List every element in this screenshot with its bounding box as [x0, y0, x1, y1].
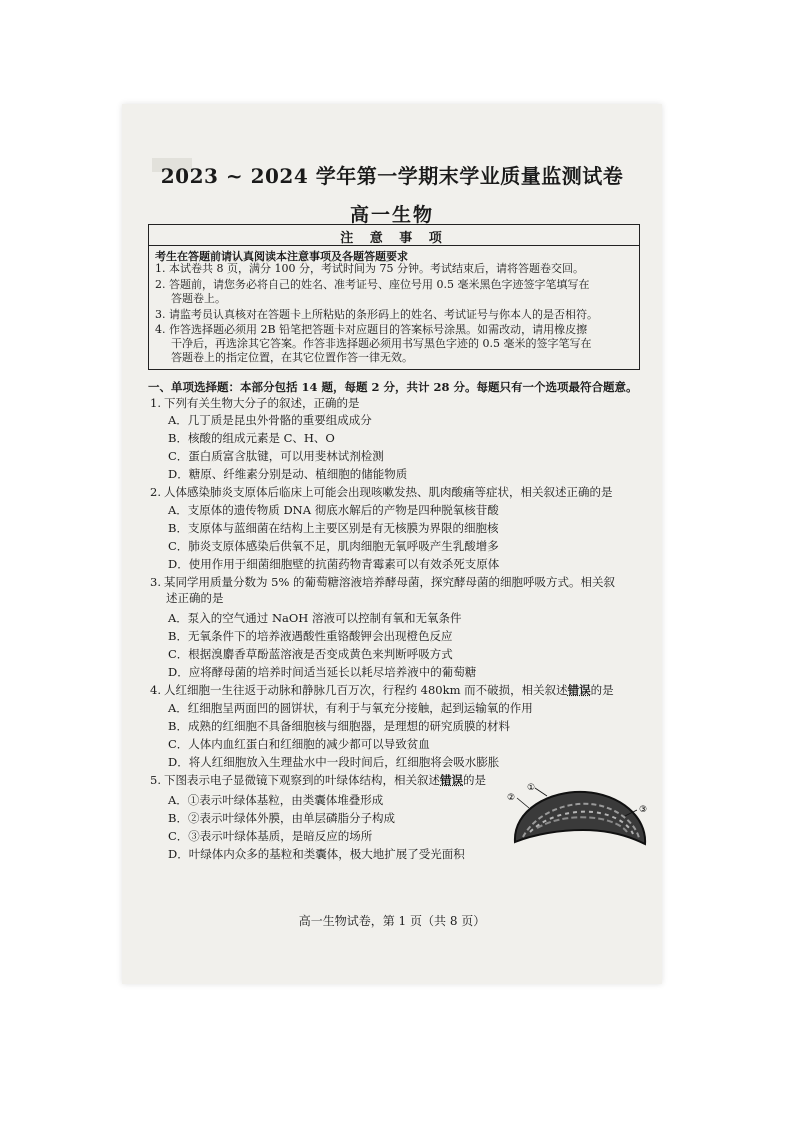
q3-option-b: B．无氧条件下的培养液遇酸性重铬酸钾会出现橙色反应 [168, 629, 453, 643]
question-stem: 下图表示电子显微镜下观察到的叶绿体结构，相关叙述 [164, 773, 440, 787]
q2-option-d: D．使用作用于细菌细胞壁的抗菌药物青霉素可以有效杀死支原体 [168, 557, 500, 571]
q2-option-c: C．肺炎支原体感染后供氧不足，肌肉细胞无氧呼吸产生乳酸增多 [168, 539, 499, 553]
notice-item-text: 答题前，请您务必将自己的姓名、准考证号、座位号用 0.5 毫米黑色字迹签字笔填写在 [169, 278, 590, 291]
q4-option-d: D．将人红细胞放入生理盐水中一段时间后，红细胞将会吸水膨胀 [168, 755, 500, 769]
question-stem-end: 的是 [590, 683, 614, 697]
label-1-leader [535, 788, 547, 796]
question-stem-continuation: 述正确的是 [166, 591, 224, 605]
q5-option-c: C．③表示叶绿体基质，是暗反应的场所 [168, 829, 373, 843]
figure-label-1: ① [527, 783, 536, 793]
notice-item-number: 3. [155, 308, 166, 321]
q2-option-a: A．支原体的遗传物质 DNA 彻底水解后的产物是四种脱氧核苷酸 [168, 503, 499, 517]
notice-item-continuation: 干净后，再选涂其它答案。作答非选择题必须用书写黑色字迹的 0.5 毫米的签字笔写在 [171, 337, 592, 350]
notice-item [155, 262, 633, 276]
question-stem-emphasis: 错误 [440, 773, 463, 787]
notice-item [155, 308, 633, 322]
notice-item-number: 1. [155, 262, 166, 275]
notice-box [148, 224, 640, 370]
question-stem: 人红细胞一生往返于动脉和静脉几百万次，行程约 480km 而不破损，相关叙述 [164, 683, 568, 697]
notice-item-text: 本试卷共 8 页，满分 100 分，考试时间为 75 分钟。考试结束后，请将答题卷交回。 [169, 262, 584, 275]
notice-lead: 考生在答题前请认真阅读本注意事项及各题答题要求 [155, 250, 408, 263]
notice-item-number: 4. [155, 323, 166, 336]
q4-option-b: B．成熟的红细胞不具备细胞核与细胞器，是理想的研究质膜的材料 [168, 719, 510, 733]
question-number: 4. [150, 683, 161, 697]
question-stem: 人体感染肺炎支原体后临床上可能会出现咳嗽发热、肌肉酸痛等症状，相关叙述正确的是 [164, 485, 613, 499]
question-number: 5. [150, 773, 161, 787]
q1-option-d: D．糖原、纤维素分别是动、植细胞的储能物质 [168, 467, 408, 481]
notice-item-continuation: 答题卷上的指定位置，在其它位置作答一律无效。 [171, 351, 413, 364]
q5-option-b: B．②表示叶绿体外膜，由单层磷脂分子构成 [168, 811, 395, 825]
q4-option-c: C．人体内血红蛋白和红细胞的减少都可以导致贫血 [168, 737, 430, 751]
notice-item [155, 278, 633, 306]
notice-item-continuation: 答题卷上。 [171, 292, 226, 305]
label-2-leader [517, 798, 529, 808]
notice-item-text: 请监考员认真核对在答题卡上所粘贴的条形码上的姓名、考试证号与你本人的是否相符。 [169, 308, 598, 321]
exam-title: 2023 ~ 2024 学年第一学期末学业质量监测试卷 [160, 164, 624, 188]
chloroplast-figure [505, 782, 655, 852]
notice-title: 注 意 事 项 [340, 231, 448, 246]
q4-option-a: A．红细胞呈两面凹的圆饼状，有利于与氧充分接触，起到运输氧的作用 [168, 701, 533, 715]
figure-label-3: ③ [639, 805, 648, 815]
notice-item [155, 323, 633, 365]
question-4 [150, 682, 650, 698]
question-1 [150, 395, 650, 411]
q1-option-b: B．核酸的组成元素是 C、H、O [168, 431, 335, 445]
question-stem: 某同学用质量分数为 5% 的葡萄糖溶液培养酵母菌，探究酵母菌的细胞呼吸方式。相关叙 [164, 575, 616, 589]
question-stem: 下列有关生物大分子的叙述，正确的是 [164, 396, 360, 410]
q5-option-a: A．①表示叶绿体基粒，由类囊体堆叠形成 [168, 793, 384, 807]
question-stem-end: 的是 [463, 773, 486, 787]
q1-option-a: A．几丁质是昆虫外骨骼的重要组成成分 [168, 413, 372, 427]
question-stem-emphasis: 错误 [567, 683, 591, 697]
exam-subject: 高一生物 [349, 204, 434, 226]
question-number: 3. [150, 575, 161, 589]
q2-option-b: B．支原体与蓝细菌在结构上主要区别是有无核膜为界限的细胞核 [168, 521, 499, 535]
q3-option-a: A．泵入的空气通过 NaOH 溶液可以控制有氧和无氧条件 [168, 611, 462, 625]
question-number: 1. [150, 396, 161, 410]
notice-item-text: 作答选择题必须用 2B 铅笔把答题卡对应题目的答案标号涂黑。如需改动，请用橡皮擦 [169, 323, 588, 336]
notice-divider [149, 245, 639, 246]
question-3 [150, 574, 650, 606]
chloroplast-body [515, 792, 648, 844]
question-number: 2. [150, 485, 161, 499]
page-footer: 高一生物试卷，第 1 页（共 8 页） [298, 914, 486, 928]
q5-option-d: D．叶绿体内众多的基粒和类囊体，极大地扩展了受光面积 [168, 847, 465, 861]
section-heading: 一、单项选择题：本部分包括 14 题，每题 2 分，共计 28 分。每题只有一个选项最符合题意。 [148, 380, 638, 394]
q3-option-d: D．应将酵母菌的培养时间适当延长以耗尽培养液中的葡萄糖 [168, 665, 477, 679]
notice-item-number: 2. [155, 278, 166, 291]
question-2 [150, 484, 650, 500]
figure-label-2: ② [507, 793, 516, 803]
q1-option-c: C．蛋白质富含肽键，可以用斐林试剂检测 [168, 449, 384, 463]
q3-option-c: C．根据溴麝香草酚蓝溶液是否变成黄色来判断呼吸方式 [168, 647, 453, 661]
